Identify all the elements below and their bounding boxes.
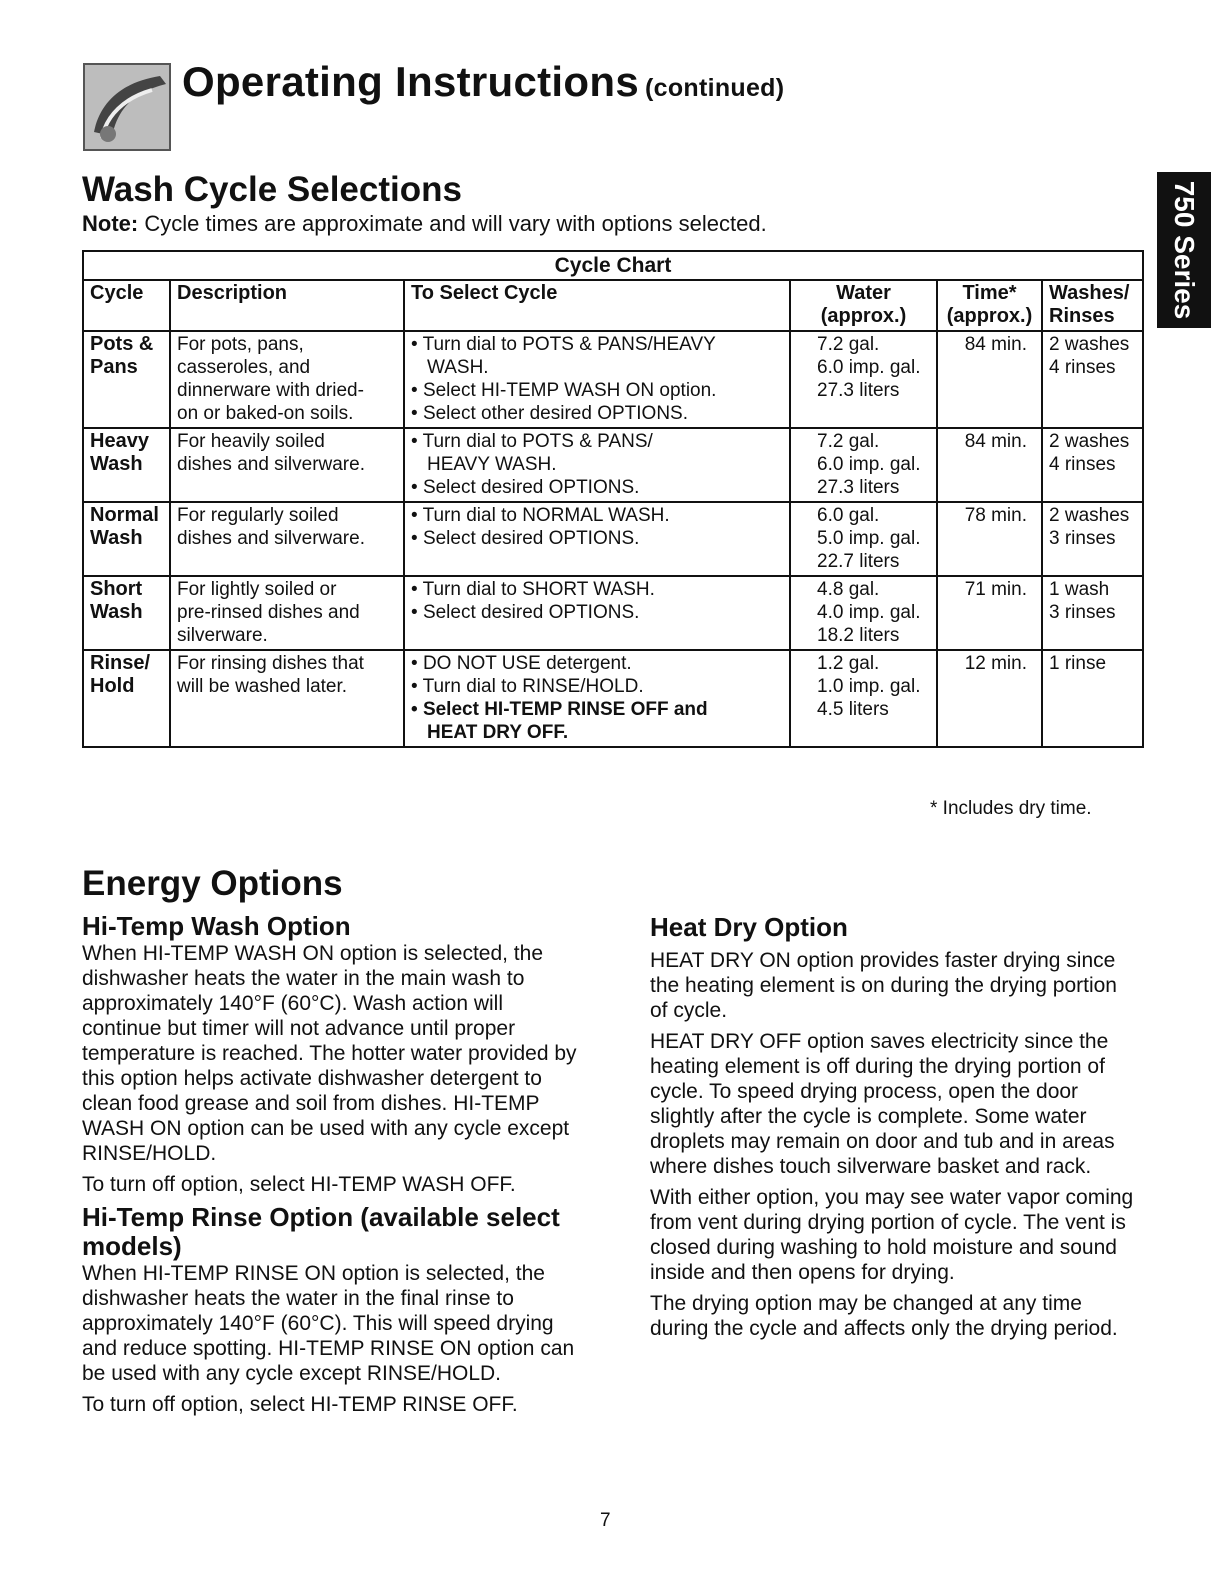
header-time-label: Time* [962, 282, 1017, 304]
cycle-select-line: WASH. [427, 357, 489, 378]
cycle-water-line: 4.0 imp. gal. [817, 602, 921, 623]
cycle-select-line: • Select desired OPTIONS. [411, 601, 783, 624]
cycle-washes-line: 4 rinses [1049, 357, 1116, 378]
cycle-washes-line: 2 washes [1049, 334, 1130, 355]
cycle-description-line: pre-rinsed dishes and [177, 602, 360, 623]
cycle-name [83, 502, 170, 576]
cycle-description-line: For pots, pans, [177, 334, 304, 355]
cycle-water [790, 428, 937, 502]
cycle-water-line: 7.2 gal. [817, 431, 880, 452]
header-water-sub: (approx.) [820, 305, 907, 327]
cycle-select-line: • Select HI-TEMP RINSE OFF and [411, 698, 783, 721]
cycle-description [170, 576, 404, 650]
section-title-wash-cycle: Wash Cycle Selections [82, 170, 462, 209]
cycle-water [790, 650, 937, 747]
cycle-washes-line: 3 rinses [1049, 602, 1116, 623]
cycle-time: 71 min. [937, 576, 1042, 650]
hi-temp-wash-paragraph: When HI-TEMP WASH ON option is selected, the dishwasher heats the water in the main wash to approximately 140°F (60°C). Wash action will continue but timer will not advance until proper temperature is reached. The hotter water provided by this option helps activate dishwasher detergent to clean food grease and soil from dishes. HI-TEMP WASH ON option can be used with any cycle except RINSE/HOLD. [82, 942, 577, 1165]
cycle-washes [1042, 576, 1143, 650]
cycle-description-line: For lightly soiled or [177, 579, 337, 600]
header-water [790, 280, 937, 331]
cycle-select-line: • Select HI-TEMP WASH ON option. [411, 379, 783, 402]
section-title-energy: Energy Options [82, 864, 343, 903]
cycle-water-line: 7.2 gal. [817, 334, 880, 355]
cycle-water-line: 1.2 gal. [817, 653, 880, 674]
cycle-description-line: dishes and silverware. [177, 528, 365, 549]
cycle-select-line: HEAT DRY OFF. [427, 722, 569, 743]
cycle-name-line: Wash [90, 601, 143, 623]
cycle-water-line: 27.3 liters [817, 380, 900, 401]
cycle-description [170, 650, 404, 747]
cycle-chart-caption: Cycle Chart [83, 251, 1143, 280]
cycle-water-line: 18.2 liters [817, 625, 900, 646]
header-washes-label: Washes/ [1049, 282, 1130, 304]
heat-dry-title: Heat Dry Option [650, 912, 848, 942]
cycle-water-line: 5.0 imp. gal. [817, 528, 921, 549]
header-description: Description [170, 280, 404, 331]
hi-temp-wash-paragraph: To turn off option, select HI-TEMP WASH OFF. [82, 1173, 516, 1196]
header-water-label: Water [836, 282, 891, 304]
cycle-water-line: 4.5 liters [817, 699, 889, 720]
cycle-description-line: on or baked-on soils. [177, 403, 354, 424]
cycle-name-line: Hold [90, 675, 135, 697]
cycle-description-line: casseroles, and [177, 357, 311, 378]
cycle-chart-header-row [83, 280, 1143, 331]
cycle-description-line: dishes and silverware. [177, 454, 365, 475]
cycle-note [82, 211, 767, 237]
cycle-time: 78 min. [937, 502, 1042, 576]
cycle-select-line: • Turn dial to SHORT WASH. [411, 578, 783, 601]
cycle-name-line: Pots & [90, 333, 154, 355]
cycle-name [83, 331, 170, 428]
table-row [83, 576, 1143, 650]
table-row [83, 650, 1143, 747]
header-time-sub: (approx.) [946, 305, 1033, 327]
note-label: Note: [82, 211, 139, 236]
cycle-name-line: Heavy [90, 430, 149, 452]
cycle-water [790, 502, 937, 576]
heat-dry-paragraph: With either option, you may see water vapor coming from vent during drying portion of cycle. The vent is closed during washing to hold moisture and sound inside and then opens for drying. [650, 1186, 1134, 1284]
cycle-name-line: Rinse/ [90, 652, 151, 674]
cycle-select [404, 502, 790, 576]
heat-dry-paragraph: The drying option may be changed at any time during the cycle and affects only the drying period. [650, 1292, 1118, 1340]
cycle-name-line: Pans [90, 356, 138, 378]
cycle-select-line: • DO NOT USE detergent. [411, 652, 783, 675]
cycle-washes [1042, 502, 1143, 576]
table-row [83, 331, 1143, 428]
cycle-select [404, 576, 790, 650]
cycle-name-line: Wash [90, 453, 143, 475]
cycle-washes-line: 1 wash [1049, 579, 1110, 600]
hi-temp-rinse-paragraph: When HI-TEMP RINSE ON option is selected, the dishwasher heats the water in the final rinse to approximately 140°F (60°C). This will speed drying and reduce spotting. HI-TEMP RINSE ON option can be used with any cycle except RINSE/HOLD. [82, 1262, 575, 1385]
cycle-select-line: • Select desired OPTIONS. [411, 476, 783, 499]
cycle-water [790, 576, 937, 650]
page-number: 7 [600, 1510, 611, 1531]
cycle-select-line: • Select other desired OPTIONS. [411, 402, 783, 425]
cycle-select-line: • Turn dial to RINSE/HOLD. [411, 675, 783, 698]
cycle-washes-line: 2 washes [1049, 431, 1130, 452]
cycle-washes-line: 2 washes [1049, 505, 1130, 526]
cycle-water-line: 4.8 gal. [817, 579, 880, 600]
cycle-name-line: Short [90, 578, 143, 600]
cycle-washes-line: 4 rinses [1049, 454, 1116, 475]
energy-right-column [650, 913, 1140, 1347]
cycle-description [170, 331, 404, 428]
cycle-water-line: 6.0 imp. gal. [817, 454, 921, 475]
header-time [937, 280, 1042, 331]
series-tab [1157, 172, 1211, 328]
cycle-time: 84 min. [937, 331, 1042, 428]
cycle-select-line: • Turn dial to NORMAL WASH. [411, 504, 783, 527]
cycle-select [404, 428, 790, 502]
cycle-time: 12 min. [937, 650, 1042, 747]
energy-left-column [82, 912, 582, 1423]
cycle-water-line: 1.0 imp. gal. [817, 676, 921, 697]
cycle-select [404, 650, 790, 747]
cycle-water-line: 6.0 imp. gal. [817, 357, 921, 378]
hi-temp-wash-title: Hi-Temp Wash Option [82, 911, 351, 941]
footnote: * Includes dry time. [930, 798, 1092, 819]
header-washes-sub: Rinses [1049, 305, 1115, 327]
header-select: To Select Cycle [404, 280, 790, 331]
cycle-washes [1042, 428, 1143, 502]
cycle-select [404, 331, 790, 428]
page-title-suffix: (continued) [644, 74, 785, 102]
series-tab-label: 750 Series [1169, 180, 1200, 320]
heat-dry-paragraph: HEAT DRY OFF option saves electricity since the heating element is off during the drying portion of cycle. To speed drying process, open the door slightly after the cycle is complete. Some water droplets may remain on door and tub and in areas where dishes touch silverware basket and rack. [650, 1030, 1115, 1178]
cycle-washes [1042, 331, 1143, 428]
cycle-water [790, 331, 937, 428]
cycle-select-line: HEAVY WASH. [427, 454, 557, 475]
page-title-text: Operating Instructions [182, 58, 639, 105]
cycle-name [83, 650, 170, 747]
cycle-description-line: For rinsing dishes that [177, 653, 364, 674]
cycle-description-line: For heavily soiled [177, 431, 325, 452]
hi-temp-rinse-paragraph: To turn off option, select HI-TEMP RINSE OFF. [82, 1393, 518, 1416]
cycle-description [170, 502, 404, 576]
dishwasher-icon [82, 62, 172, 152]
cycle-name-line: Wash [90, 527, 143, 549]
cycle-time: 84 min. [937, 428, 1042, 502]
cycle-description-line: silverware. [177, 625, 268, 646]
cycle-washes-line: 3 rinses [1049, 528, 1116, 549]
table-row [83, 428, 1143, 502]
cycle-select-line: • Select desired OPTIONS. [411, 527, 783, 550]
page-title [182, 58, 784, 106]
heat-dry-paragraph: HEAT DRY ON option provides faster drying since the heating element is on during the drying portion of cycle. [650, 949, 1117, 1022]
cycle-name-line: Normal [90, 504, 159, 526]
cycle-name [83, 576, 170, 650]
note-text: Cycle times are approximate and will vary with options selected. [138, 211, 767, 236]
hi-temp-rinse-title: Hi-Temp Rinse Option (available select models) [82, 1202, 560, 1261]
cycle-description [170, 428, 404, 502]
cycle-description-line: For regularly soiled [177, 505, 339, 526]
cycle-description-line: dinnerware with dried- [177, 380, 364, 401]
cycle-washes-line: 1 rinse [1049, 653, 1107, 674]
cycle-select-line: • Turn dial to POTS & PANS/ [411, 430, 783, 453]
cycle-chart-table [82, 250, 1144, 748]
cycle-water-line: 27.3 liters [817, 477, 900, 498]
cycle-description-line: will be washed later. [177, 676, 348, 697]
cycle-washes [1042, 650, 1143, 747]
cycle-water-line: 6.0 gal. [817, 505, 880, 526]
cycle-water-line: 22.7 liters [817, 551, 900, 572]
cycle-name [83, 428, 170, 502]
header-washes [1042, 280, 1143, 331]
table-row [83, 502, 1143, 576]
header-cycle: Cycle [83, 280, 170, 331]
cycle-select-line: • Turn dial to POTS & PANS/HEAVY [411, 333, 783, 356]
